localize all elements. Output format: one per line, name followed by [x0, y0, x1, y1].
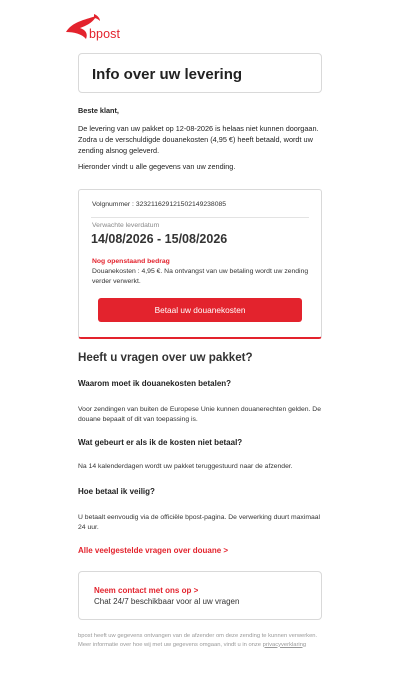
- faq-question: Hoe betaal ik veilig?: [78, 487, 155, 496]
- privacy-link[interactable]: privacyverklaring: [262, 641, 307, 648]
- footer: [78, 632, 328, 649]
- footer-text: bpost heeft uw gegevens ontvangen van de afzender om deze zending te kunnen verwerken. Meer informatie over hoe wij met uw gegevens omgaan, vindt u in onze: [78, 633, 318, 648]
- faq-answer: U betaalt eenvoudig via de officiële bpost-pagina. De verwerking duurt maximaal 24 uur.: [78, 514, 321, 531]
- faq-answer: Voor zendingen van buiten de Europese Unie kunnen douanerechten gelden. De douane bepaalt of dit van toepassing is.: [78, 406, 321, 423]
- divider: [91, 217, 309, 218]
- expected-dates: 14/08/2026 - 15/08/2026: [91, 232, 228, 246]
- expected-date-label: Verwachte leverdatum: [92, 222, 160, 229]
- faq-answer: Na 14 kalenderdagen wordt uw pakket teruggestuurd naar de afzender.: [78, 463, 293, 470]
- pay-customs-button[interactable]: Betaal uw douanekosten: [98, 298, 302, 322]
- customs-fees-text: Douanekosten : 4,95 €. Na ontvangst van uw betaling wordt uw zending verder verwerkt.: [92, 268, 309, 285]
- faq-title: Heeft u vragen over uw pakket?: [78, 351, 253, 364]
- greeting: Beste klant,: [78, 106, 119, 115]
- title-card: [78, 53, 322, 93]
- contact-subtitle: Chat 24/7 beschikbaar voor al uw vragen: [94, 597, 240, 606]
- brand-name: bpost: [89, 27, 121, 41]
- faq-question: Waarom moet ik douanekosten betalen?: [78, 379, 232, 388]
- shipment-card: [78, 189, 322, 339]
- contact-link[interactable]: Neem contact met ons op >: [94, 586, 199, 595]
- tracking-number: Volgnummer : 323211629121502149238085: [92, 201, 227, 208]
- intro-paragraph-2: Hieronder vindt u alle gegevens van uw zending.: [78, 162, 236, 171]
- all-faq-link[interactable]: Alle veelgestelde vragen over douane >: [78, 546, 229, 555]
- intro-paragraph: De levering van uw pakket op 12-08-2026 is helaas niet kunnen doorgaan. Zodra u de verschuldigde douanekosten (4,95 €) heeft betaald, wordt uw zending alsnog geleverd.: [78, 124, 319, 155]
- contact-card[interactable]: [78, 571, 322, 620]
- bpost-logo: [64, 8, 164, 42]
- page-title: Info over uw levering: [92, 66, 243, 83]
- faq-question: Wat gebeurt er als ik de kosten niet betaal?: [78, 438, 243, 447]
- outstanding-amount-label: Nog openstaand bedrag: [92, 258, 170, 265]
